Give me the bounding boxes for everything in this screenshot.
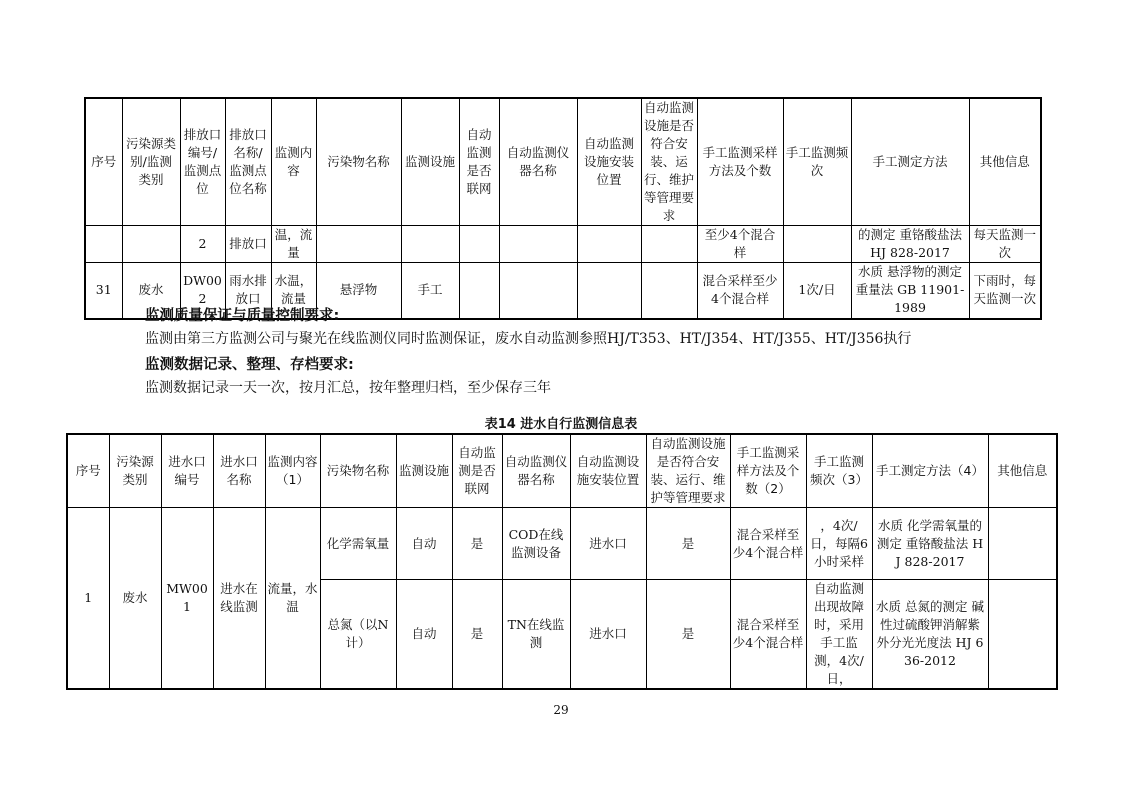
monitoring-content: 流量，水温 bbox=[265, 508, 320, 690]
table-cell: DW002 bbox=[180, 263, 225, 319]
table-cell bbox=[459, 263, 499, 319]
column-header: 手工监测频次 bbox=[783, 98, 851, 226]
table-cell bbox=[577, 226, 641, 263]
table-row bbox=[85, 226, 1041, 263]
table-cell: 2 bbox=[180, 226, 225, 263]
table-cell: 悬浮物 bbox=[316, 263, 401, 319]
table-header-row bbox=[67, 434, 1057, 508]
column-header: 污染源类别 bbox=[109, 434, 161, 508]
column-header: 手工监测采样方法及个数 bbox=[697, 98, 783, 226]
source-category: 废水 bbox=[109, 508, 161, 690]
column-header: 自动监测设施是否符合安装、运行、维护等管理要求 bbox=[646, 434, 730, 508]
record-title: 监测数据记录、整理、存档要求: bbox=[145, 357, 354, 373]
table-header-row bbox=[85, 98, 1041, 226]
influent-monitoring-table-14 bbox=[66, 433, 1058, 690]
instrument: TN在线监测 bbox=[502, 580, 570, 690]
compliance: 是 bbox=[646, 580, 730, 690]
table-cell: 至少4个混合样 bbox=[697, 226, 783, 263]
column-header: 手工测定方法（4） bbox=[872, 434, 988, 508]
table-cell: 水温，流量 bbox=[271, 263, 316, 319]
table-cell bbox=[783, 226, 851, 263]
table-cell: 水质 悬浮物的测定 重量法 GB 11901-1989 bbox=[851, 263, 969, 319]
column-header: 污染物名称 bbox=[316, 98, 401, 226]
table-cell bbox=[122, 226, 180, 263]
table-cell: 混合采样至少4个混合样 bbox=[697, 263, 783, 319]
column-header: 监测内容（1） bbox=[265, 434, 320, 508]
column-header: 自动监测仪器名称 bbox=[502, 434, 570, 508]
table-cell: 手工 bbox=[401, 263, 459, 319]
facility: 自动 bbox=[396, 580, 452, 690]
facility: 自动 bbox=[396, 508, 452, 580]
column-header: 污染物名称 bbox=[320, 434, 396, 508]
column-header: 排放口编号/监测点位 bbox=[180, 98, 225, 226]
row-number: 1 bbox=[67, 508, 109, 690]
column-header: 自动监测设施安装位置 bbox=[577, 98, 641, 226]
table-14-caption: 表14 进水自行监测信息表 bbox=[484, 417, 638, 432]
column-header: 自动监测是否联网 bbox=[452, 434, 502, 508]
table-cell: 31 bbox=[85, 263, 122, 319]
column-header: 其他信息 bbox=[988, 434, 1057, 508]
column-header: 手工监测采样方法及个数（2） bbox=[730, 434, 806, 508]
column-header: 自动监测设施是否符合安装、运行、维护等管理要求 bbox=[641, 98, 697, 226]
column-header: 序号 bbox=[67, 434, 109, 508]
column-header: 其他信息 bbox=[969, 98, 1041, 226]
instrument: COD在线监测设备 bbox=[502, 508, 570, 580]
table-cell bbox=[577, 263, 641, 319]
install-location: 进水口 bbox=[570, 508, 646, 580]
table-cell bbox=[316, 226, 401, 263]
column-header: 污染源类别/监测类别 bbox=[122, 98, 180, 226]
table-cell bbox=[641, 263, 697, 319]
frequency: 自动监测出现故障时，采用手工监测，4次/日， bbox=[806, 580, 872, 690]
table-cell bbox=[641, 226, 697, 263]
other-info bbox=[988, 508, 1057, 580]
test-method: 水质 总氮的测定 碱性过硫酸钾消解紫外分光光度法 HJ 636-2012 bbox=[872, 580, 988, 690]
networked: 是 bbox=[452, 580, 502, 690]
table-cell: 1次/日 bbox=[783, 263, 851, 319]
table-cell bbox=[499, 263, 577, 319]
column-header: 序号 bbox=[85, 98, 122, 226]
inlet-code: MW001 bbox=[161, 508, 213, 690]
table-cell bbox=[499, 226, 577, 263]
table-cell: 每天监测一次 bbox=[969, 226, 1041, 263]
column-header: 监测内容 bbox=[271, 98, 316, 226]
table-cell bbox=[401, 226, 459, 263]
column-header: 监测设施 bbox=[396, 434, 452, 508]
qa-text: 监测由第三方监测公司与聚光在线监测仪同时监测保证，废水自动监测参照HJ/T353、HT/J354、HT/J355、HT/J356执行 bbox=[145, 331, 912, 347]
frequency: ，4次/日，每隔6小时采样 bbox=[806, 508, 872, 580]
table-cell bbox=[459, 226, 499, 263]
compliance: 是 bbox=[646, 508, 730, 580]
inlet-name: 进水在线监测 bbox=[213, 508, 265, 690]
column-header: 进水口名称 bbox=[213, 434, 265, 508]
table-cell: 排放口 bbox=[225, 226, 271, 263]
table-cell: 的测定 重铬酸盐法 HJ 828-2017 bbox=[851, 226, 969, 263]
networked: 是 bbox=[452, 508, 502, 580]
column-header: 手工监测频次（3） bbox=[806, 434, 872, 508]
qa-title: 监测质量保证与质量控制要求: bbox=[145, 308, 340, 324]
table-cell: 下雨时，每天监测一次 bbox=[969, 263, 1041, 319]
sampling-method: 混合采样至少4个混合样 bbox=[730, 580, 806, 690]
column-header: 进水口编号 bbox=[161, 434, 213, 508]
table-cell: 废水 bbox=[122, 263, 180, 319]
table-cell: 温，流量 bbox=[271, 226, 316, 263]
monitoring-table-13 bbox=[84, 97, 1042, 320]
column-header: 手工测定方法 bbox=[851, 98, 969, 226]
column-header: 自动监测仪器名称 bbox=[499, 98, 577, 226]
column-header: 自动监测是否联网 bbox=[459, 98, 499, 226]
column-header: 排放口名称/监测点位名称 bbox=[225, 98, 271, 226]
install-location: 进水口 bbox=[570, 580, 646, 690]
pollutant: 总氮（以N计） bbox=[320, 580, 396, 690]
pollutant: 化学需氧量 bbox=[320, 508, 396, 580]
sampling-method: 混合采样至少4个混合样 bbox=[730, 508, 806, 580]
record-text: 监测数据记录一天一次，按月汇总，按年整理归档，至少保存三年 bbox=[145, 380, 551, 396]
test-method: 水质 化学需氧量的测定 重铬酸盐法 HJ 828-2017 bbox=[872, 508, 988, 580]
table-cell: 雨水排放口 bbox=[225, 263, 271, 319]
table-row bbox=[67, 508, 1057, 580]
other-info bbox=[988, 580, 1057, 690]
column-header: 自动监测设施安装位置 bbox=[570, 434, 646, 508]
column-header: 监测设施 bbox=[401, 98, 459, 226]
table-cell bbox=[85, 226, 122, 263]
page-number: 29 bbox=[553, 703, 569, 717]
